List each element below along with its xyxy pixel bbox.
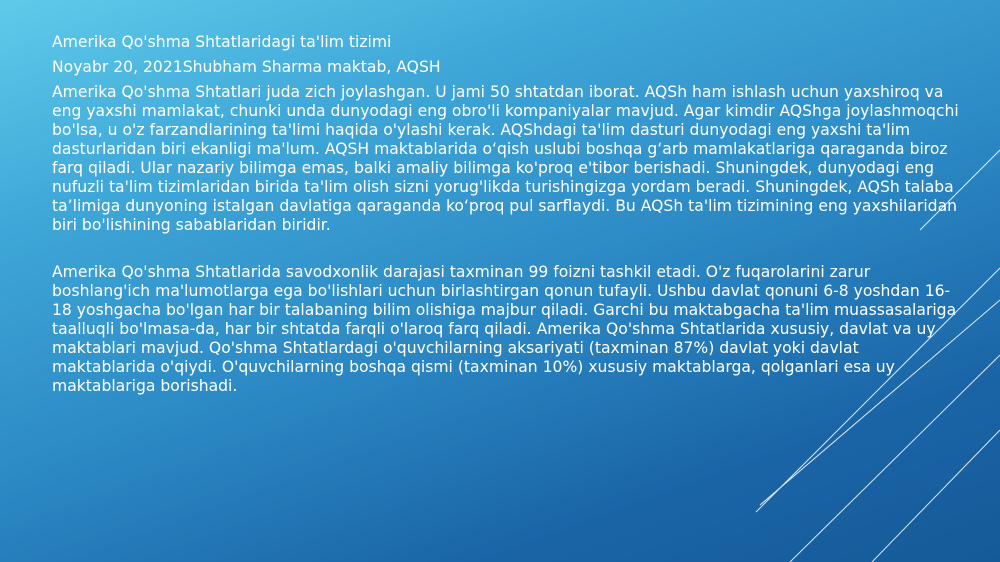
bullet-text: Noyabr 20, 2021Shubham Sharma maktab, AQSH xyxy=(52,58,441,76)
slide-content xyxy=(30,33,960,396)
bullet-text: Amerika Qo'shma Shtatlari juda zich joylashgan. U jami 50 shtatdan iborat. AQSh ham ishlash uchun yaxshiroq va eng yaxshi mamlakat, chunki unda dunyodagi eng obro'li kompaniyalar mavjud. Agar kimdir AQShga joylashmoqchi bo'lsa, u o'z farzandlarining ta'limi haqida o'ylashi kerak. AQShdagi ta'lim dasturi dunyodagi eng yaxshi ta'lim dasturlaridan biri ekanligi ma'lum. AQSH maktablarida o‘qish uslubi boshqa g‘arb mamlakatlariga qaraganda biroz farq qiladi. Ular nazariy bilimga emas, balki amaliy bilimga ko'proq e'tibor berishadi. Shuningdek, dunyodagi eng nufuzli ta'lim tizimlaridan birida ta'lim olish sizni yorug'likda turishingizga yordam beradi. Shuningdek, AQSh talaba ta’limiga dunyoning istalgan davlatiga qaraganda ko‘proq pul sarflaydi. Bu AQSh ta'lim tizimining eng yaxshilaridan biri bo'lishining sabablaridan biridir. xyxy=(52,83,959,234)
bullet-text: Amerika Qo'shma Shtatlarida savodxonlik darajasi taxminan 99 foizni tashkil etadi. O'z fuqarolarini zarur boshlang'ich ma'lumotlarga ega bo'lishlari uchun birlashtirgan qonun tufayli. Ushbu davlat qonuni 6-8 yoshdan 16-18 yoshgacha bo'lgan har bir talabaning bilim olishiga majbur qiladi. Garchi bu maktabgacha ta'lim muassasalariga taalluqli bo'lmasa-da, har bir shtatda farqli o'laroq farq qiladi. Amerika Qo'shma Shtatlarida xususiy, davlat va uy maktablari mavjud. Qo'shma Shtatlardagi o'quvchilarning aksariyati (taxminan 87%) davlat yoki davlat maktablarida o'qiydi. O'quvchilarning boshqa qismi (taxminan 10%) xususiy maktablarga, qolganlari esa uy maktablariga borishadi. xyxy=(52,263,957,395)
bullet-item xyxy=(30,83,960,235)
bullet-item xyxy=(30,58,960,77)
bullet-text: Amerika Qo'shma Shtatlaridagi ta'lim tizimi xyxy=(52,33,392,51)
bullet-item xyxy=(30,33,960,52)
bullet-item xyxy=(30,263,960,396)
